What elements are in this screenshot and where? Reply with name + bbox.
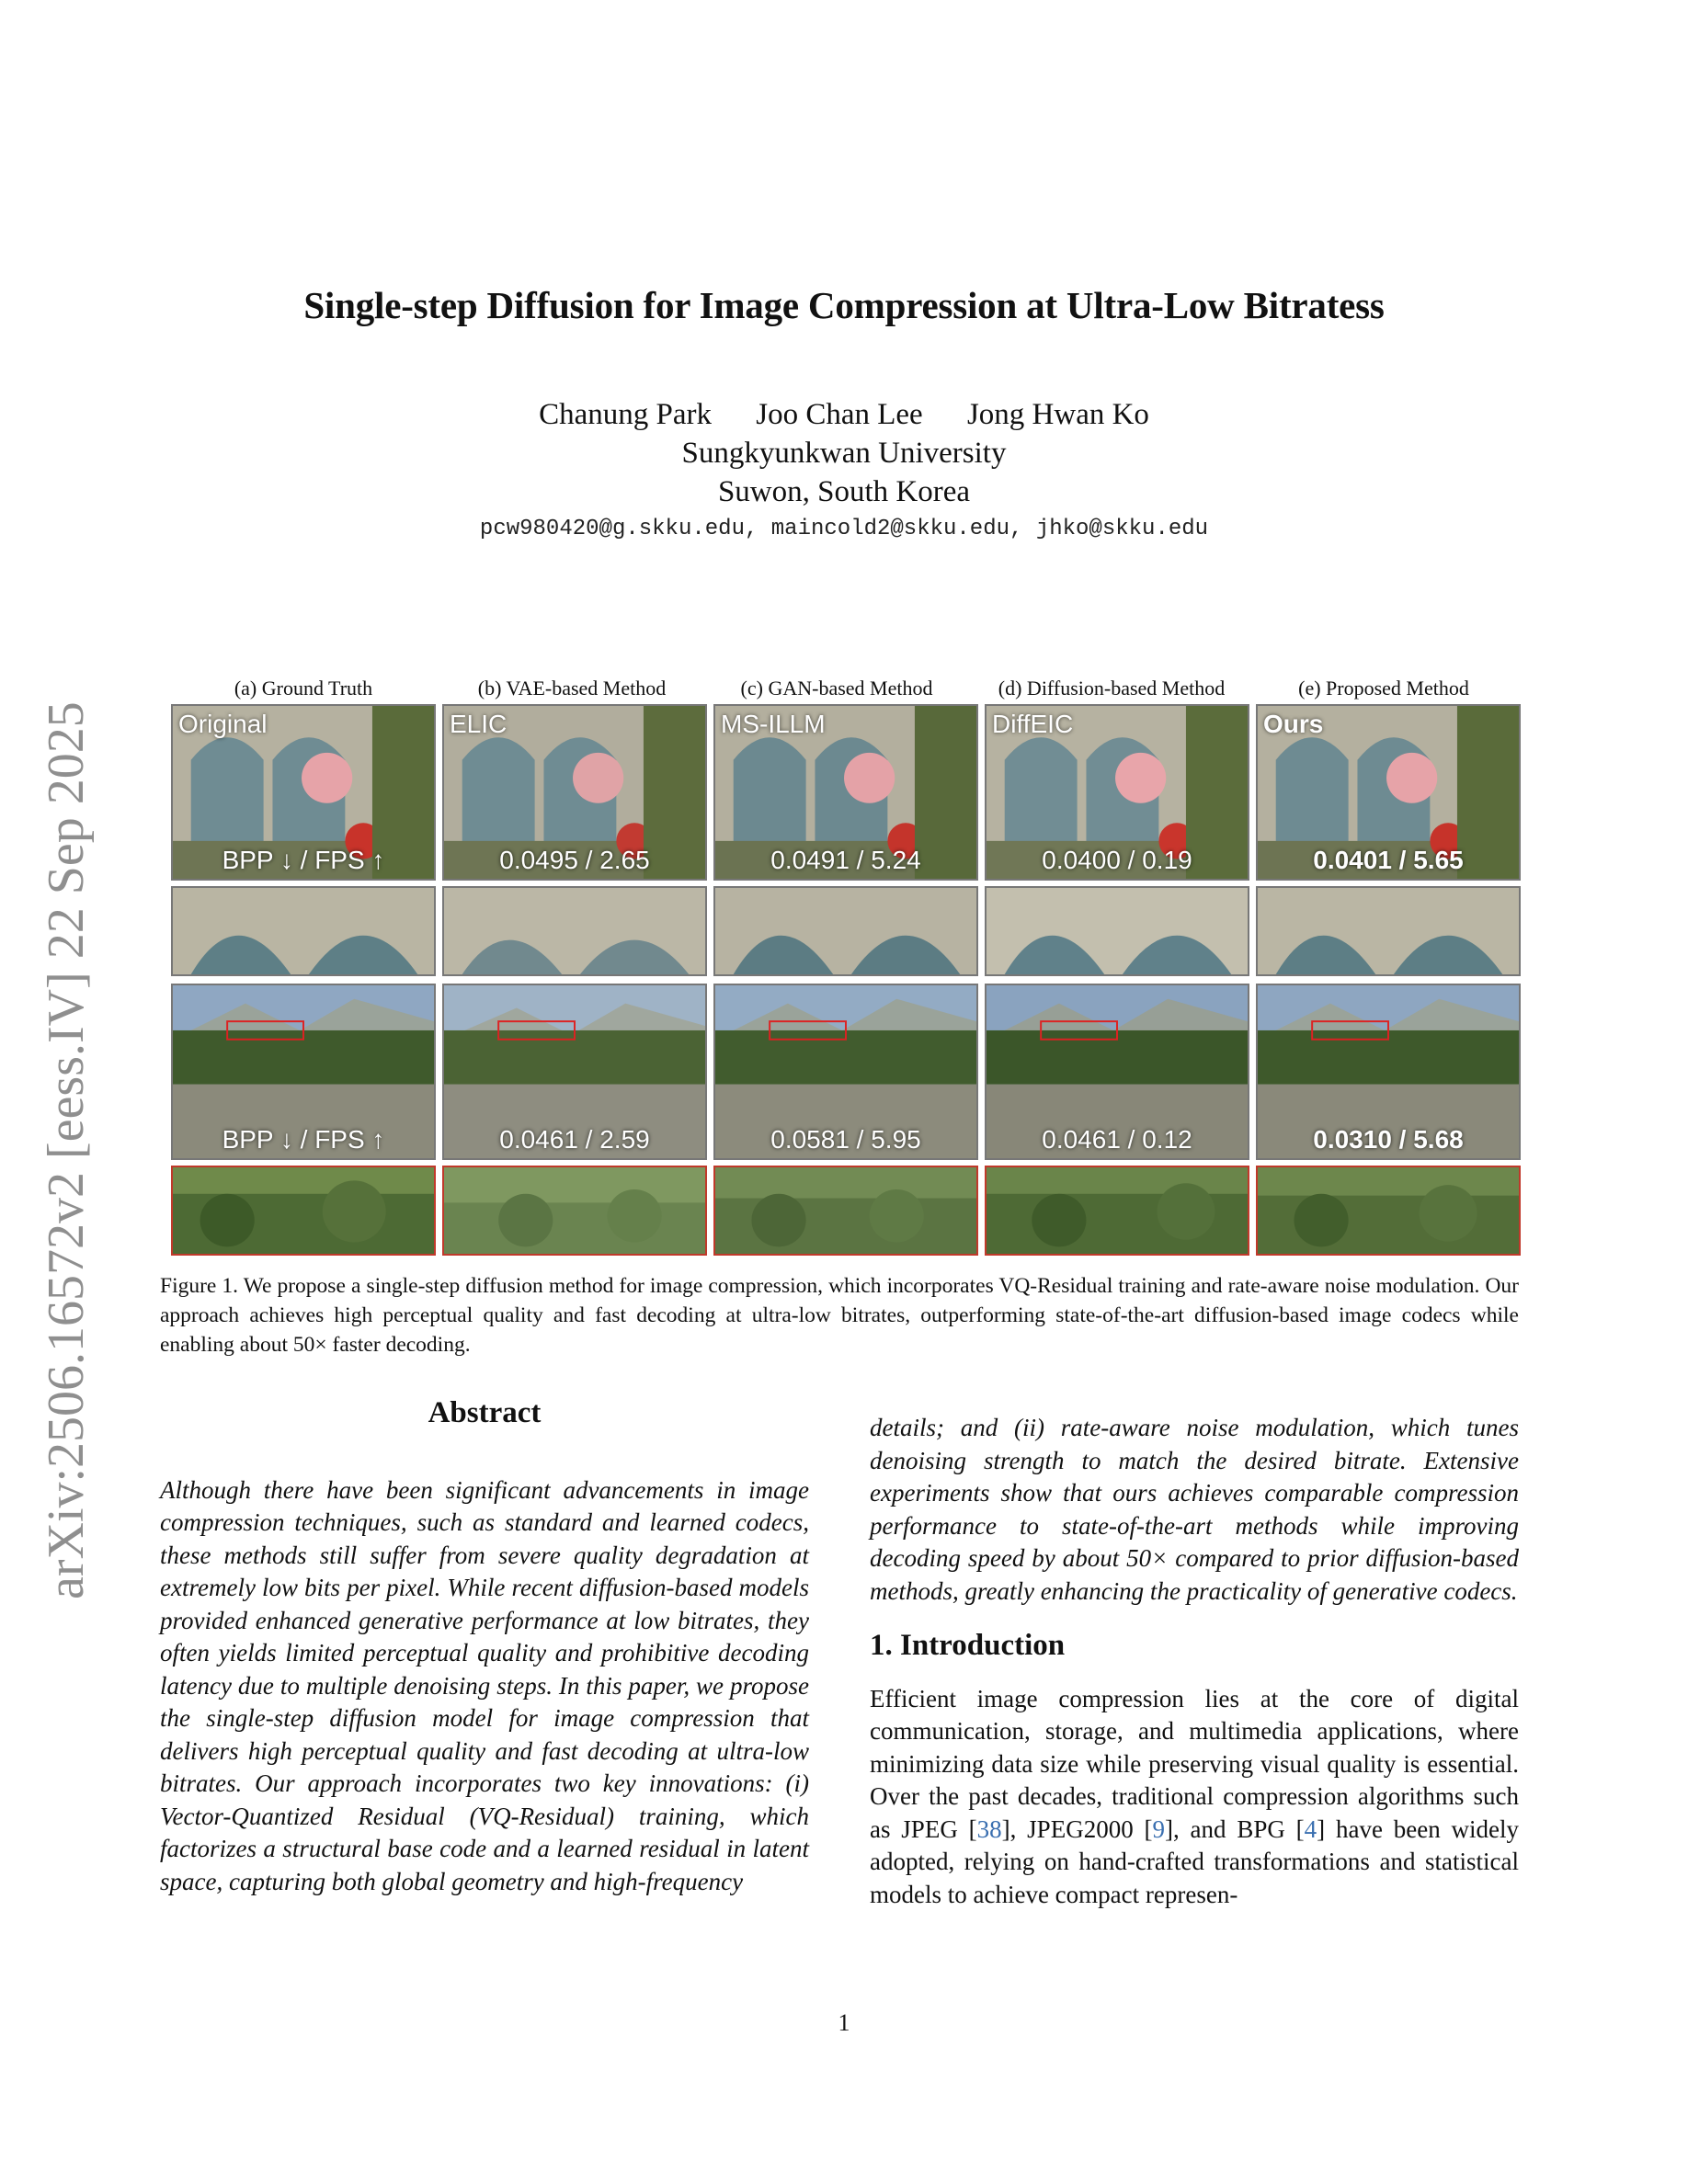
vegetation-crop-image xyxy=(1258,1167,1519,1254)
column-label: (c) GAN-based Method xyxy=(740,677,933,700)
arch-crop-image xyxy=(987,888,1248,974)
metric-label: 0.0310 / 5.68 xyxy=(1313,1125,1464,1154)
page-number: 1 xyxy=(838,2009,850,2036)
image-tile-window xyxy=(713,704,978,881)
author-name: Jong Hwan Ko xyxy=(966,398,1149,431)
paragraph-text: ], JPEG2000 [ xyxy=(1001,1814,1153,1843)
column-label: (a) Ground Truth xyxy=(234,677,373,700)
author-names xyxy=(0,395,1688,434)
metric-label: 0.0461 / 0.12 xyxy=(1042,1125,1192,1154)
metric-label: 0.0491 / 5.24 xyxy=(770,846,921,874)
abstract-heading: Abstract xyxy=(428,1396,542,1429)
introduction-paragraph xyxy=(870,1683,1519,1912)
citation-link[interactable]: 9 xyxy=(1152,1814,1165,1843)
zoom-crop-vegetation xyxy=(442,1166,707,1256)
method-tag: ELIC xyxy=(450,710,508,738)
image-tile-landscape xyxy=(1256,984,1521,1160)
column-label: (b) VAE-based Method xyxy=(477,677,667,700)
section-heading: 1. Introduction xyxy=(870,1629,1066,1662)
paragraph-text: ] have been widely adopted, relying on hand-crafted transformations and statistical models to achieve compact represen- xyxy=(870,1814,1520,1908)
vegetation-crop-image xyxy=(173,1167,434,1254)
column-label: (d) Diffusion-based Method xyxy=(998,677,1226,700)
paragraph-text: Efficient image compression lies at the core of digital communication, storage, and multimedia applications, where minimizing data size while preserving visual quality is essential. Over the past decades, traditional compression algorithms such as JPEG [ xyxy=(870,1684,1519,1843)
method-tag: Ours xyxy=(1263,710,1324,738)
zoom-crop-arches xyxy=(985,886,1249,976)
image-tile-landscape xyxy=(985,984,1249,1160)
affiliation: Sungkyunkwan University xyxy=(681,437,1007,470)
metric-label: 0.0401 / 5.65 xyxy=(1313,846,1464,874)
author-name: Chanung Park xyxy=(539,398,712,431)
image-tile-window xyxy=(171,704,436,881)
metric-label: BPP ↓ / FPS ↑ xyxy=(222,846,385,874)
arxiv-stamp: arXiv:2506.16572v2 [eess.IV] 22 Sep 2025 xyxy=(38,701,95,1599)
right-column xyxy=(870,1412,1519,1911)
abstract-text: Although there have been significant advancements in image compression techniques, such as standard and learned codecs, these methods still suffer from severe quality degradation at extremely low bits per pixel. While recent diffusion-based models provided enhanced generative performance at low bitrates, they often yields limited perceptual quality and prohibitive decoding latency due to multiple denoising steps. In this paper, we propose the single-step diffusion model for image compression that delivers high perceptual quality and fast decoding at ultra-low bitrates. Our approach incorporates two key innovations: (i) Vector-Quantized Residual (VQ-Residual) training, which factorizes a structural base code and a learned residual in latent space, capturing both global geometry and high-frequency xyxy=(160,1475,809,1895)
figure-caption: Figure 1. We propose a single-step diffusion method for image compression, which incorporates VQ-Residual training and rate-aware noise modulation. Our approach achieves high perceptual quality and fast decoding at ultra-low bitrates, outperforming state-of-the-art diffusion-based image codecs while enabling about 50× faster decoding. xyxy=(160,1274,1519,1357)
citation-link[interactable]: 38 xyxy=(976,1814,1002,1843)
image-tile-landscape xyxy=(171,984,436,1160)
metric-label: 0.0461 / 2.59 xyxy=(499,1125,650,1154)
zoom-crop-arches xyxy=(442,886,707,976)
zoom-crop-vegetation xyxy=(171,1166,436,1256)
column-label: (e) Proposed Method xyxy=(1298,677,1469,700)
method-tag: DiffEIC xyxy=(992,710,1074,738)
method-tag: Original xyxy=(178,710,268,738)
author-block xyxy=(0,395,1688,511)
arch-crop-image xyxy=(1258,888,1519,974)
image-tile-window xyxy=(1256,704,1521,881)
location: Suwon, South Korea xyxy=(717,475,971,508)
metric-label: 0.0400 / 0.19 xyxy=(1042,846,1192,874)
arch-crop-image xyxy=(444,888,705,974)
image-tile-window xyxy=(985,704,1249,881)
citation-link[interactable]: 4 xyxy=(1304,1814,1317,1843)
author-name: Joo Chan Lee xyxy=(756,398,923,431)
vegetation-crop-image xyxy=(715,1167,976,1254)
arch-crop-image xyxy=(173,888,434,974)
vegetation-crop-image xyxy=(444,1167,705,1254)
zoom-crop-vegetation xyxy=(985,1166,1249,1256)
zoom-crop-arches xyxy=(171,886,436,976)
paragraph-text: ], and BPG [ xyxy=(1165,1814,1305,1843)
metric-label: 0.0581 / 5.95 xyxy=(770,1125,921,1154)
metric-label: BPP ↓ / FPS ↑ xyxy=(222,1125,385,1154)
vegetation-crop-image xyxy=(987,1167,1248,1254)
arch-crop-image xyxy=(715,888,976,974)
paper-title: Single-step Diffusion for Image Compression at Ultra-Low Bitratess xyxy=(303,284,1385,326)
method-tag: MS-ILLM xyxy=(721,710,826,738)
zoom-crop-arches xyxy=(713,886,978,976)
image-tile-landscape xyxy=(713,984,978,1160)
metric-label: 0.0495 / 2.65 xyxy=(499,846,650,874)
left-column xyxy=(160,1397,809,1898)
zoom-crop-vegetation xyxy=(1256,1166,1521,1256)
zoom-crop-arches xyxy=(1256,886,1521,976)
zoom-crop-vegetation xyxy=(713,1166,978,1256)
image-tile-landscape xyxy=(442,984,707,1160)
image-tile-window xyxy=(442,704,707,881)
abstract-text-continued: details; and (ii) rate-aware noise modulation, which tunes denoising strength to match the desired bitrate. Extensive experiments show that ours achieves comparable compression performance to state-of-the-art methods while improving decoding speed by about 50× compared to prior diffusion-based methods, greatly enhancing the practicality of generative codecs. xyxy=(870,1414,1519,1605)
author-emails: pcw980420@g.skku.edu, maincold2@skku.edu, jhko@skku.edu xyxy=(479,517,1209,541)
